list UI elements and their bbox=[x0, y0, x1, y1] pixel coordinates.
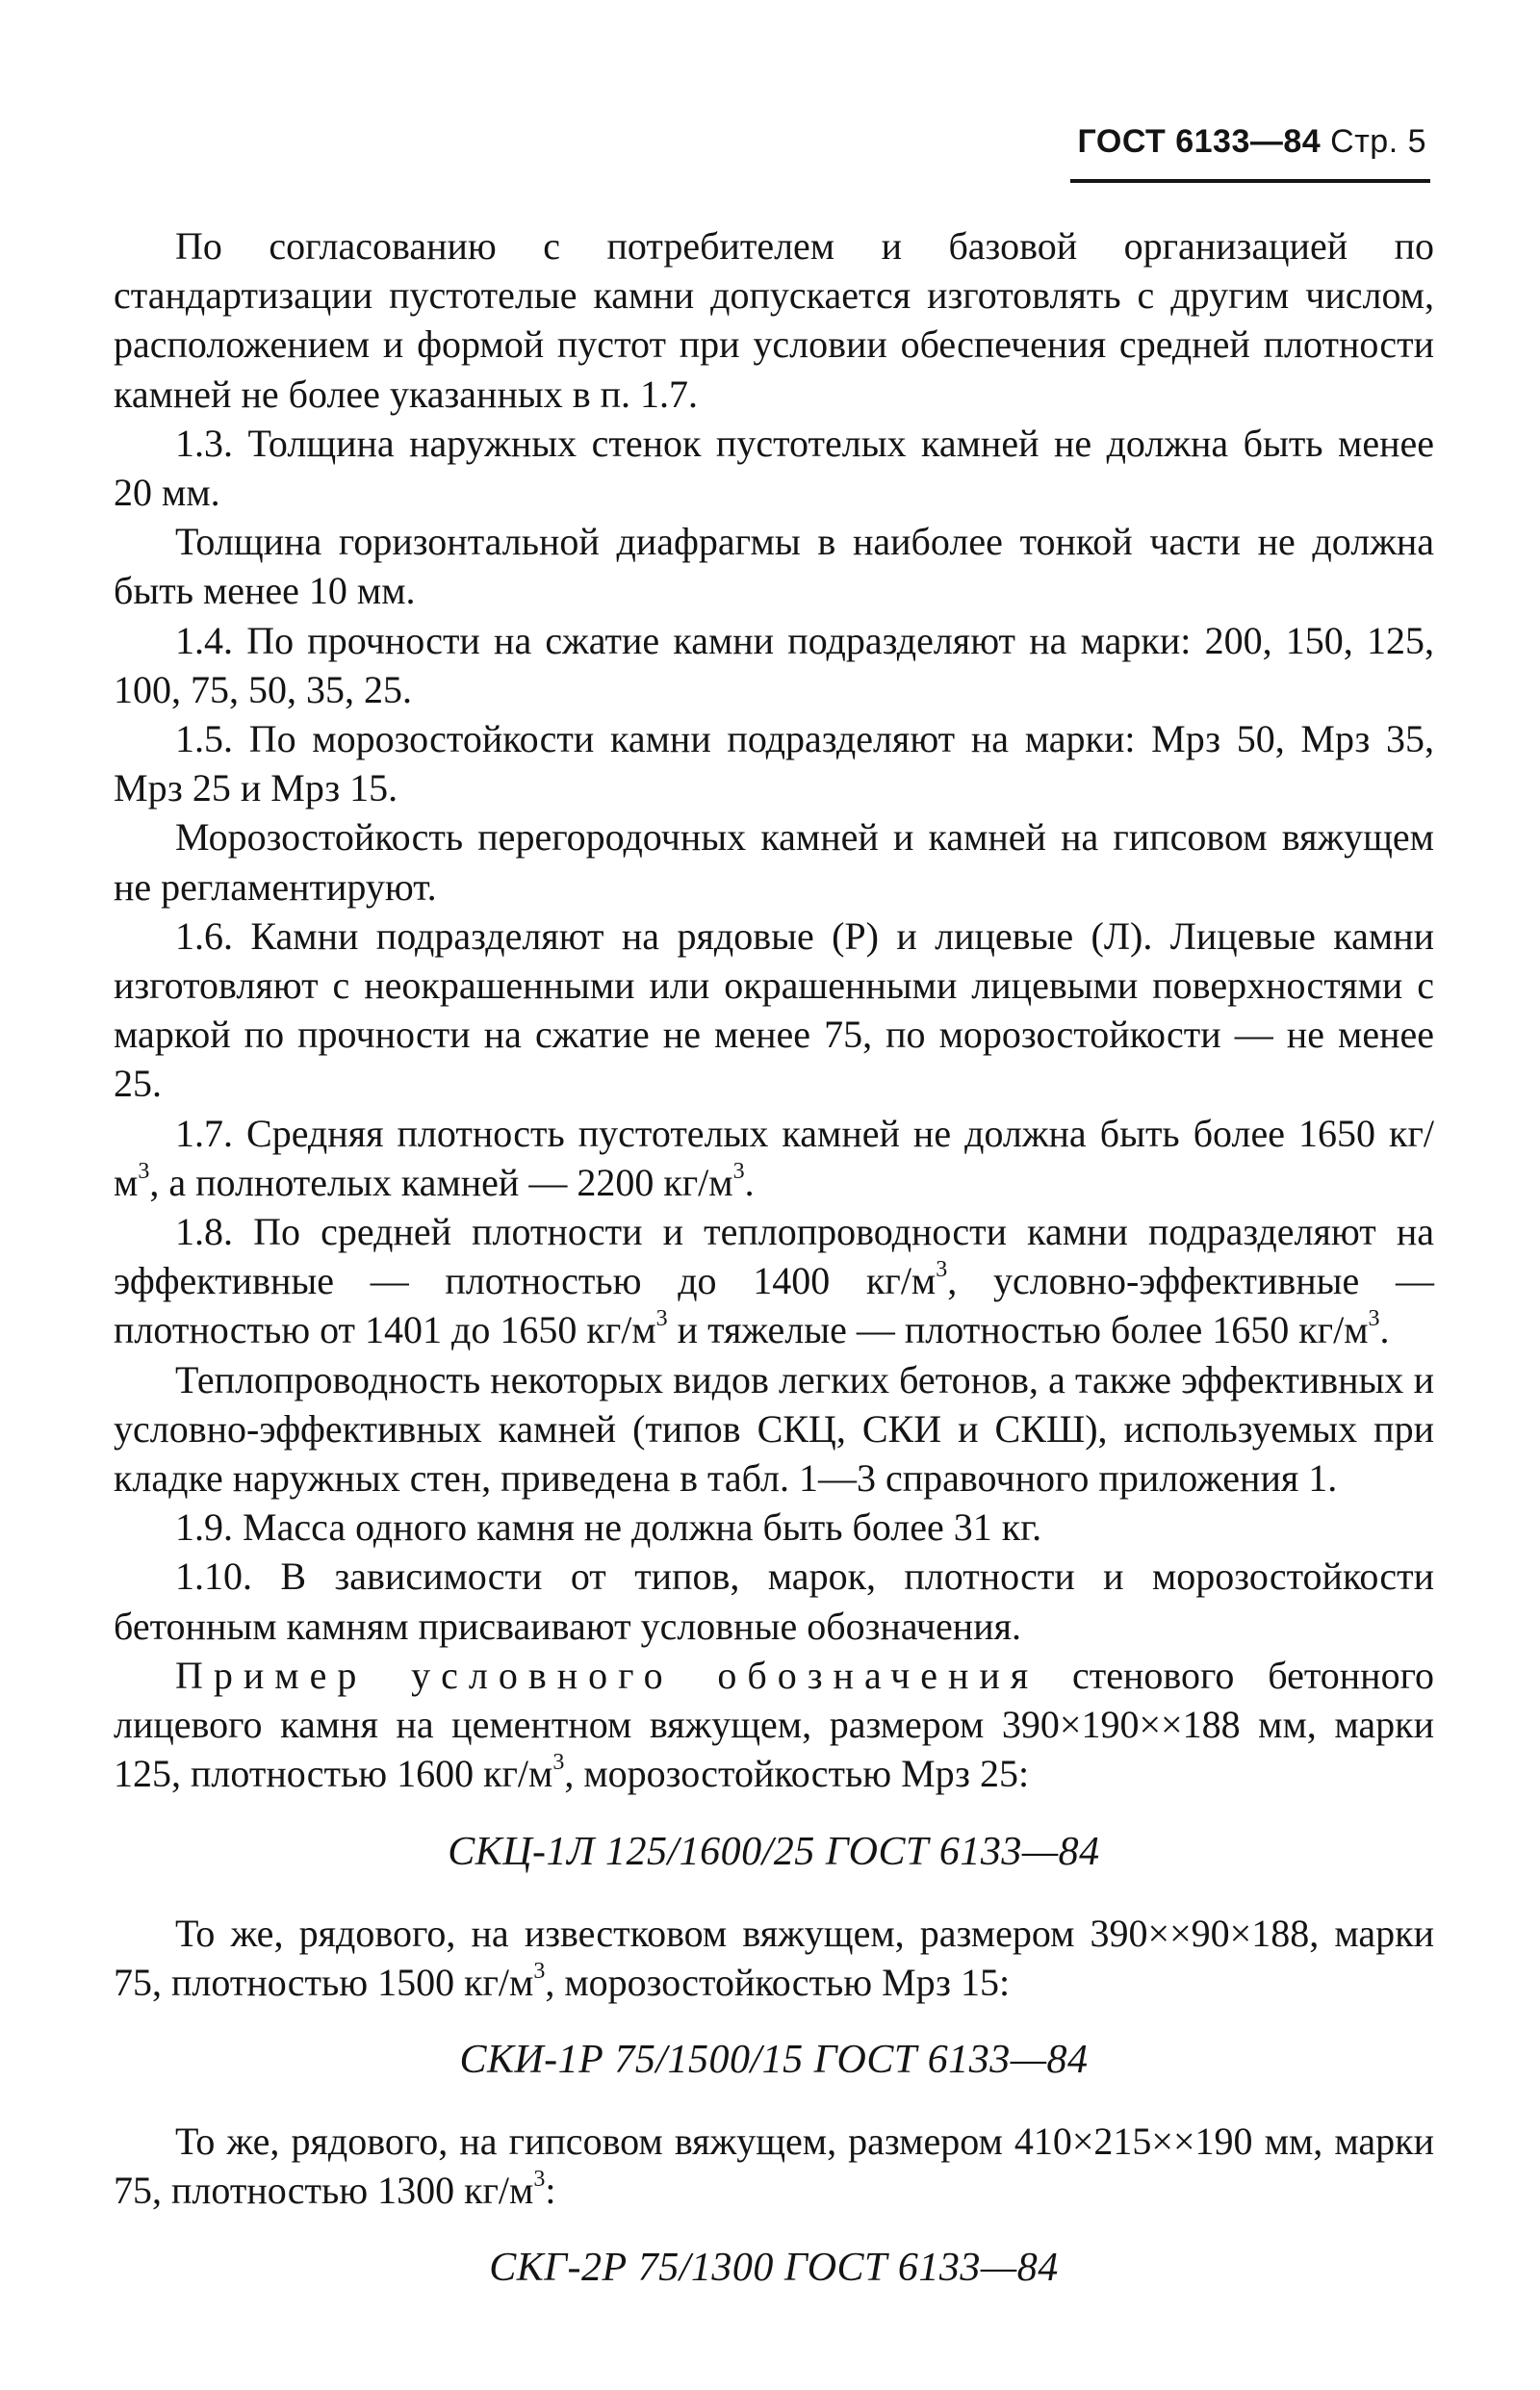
paragraph-example-1 bbox=[114, 1651, 1434, 1799]
formula-designation-1: СКЦ-1Л 125/1600/25 ГОСТ 6133—84 bbox=[448, 1829, 1100, 1874]
text-run: 1.7. Средняя плотность пустотелых камней не должна быть более 1650 кг/м bbox=[114, 1111, 1434, 1204]
standard-number: ГОСТ 6133—84 bbox=[1077, 123, 1322, 160]
superscript: 3 bbox=[655, 1306, 668, 1332]
superscript: 3 bbox=[1368, 1306, 1380, 1332]
paragraph-1-4: 1.4. По прочности на сжатие камни подразделяют на марки: 200, 150, 125, 100, 75, 50, 35, 25. bbox=[114, 618, 1434, 711]
paragraph-1-3: 1.3. Толщина наружных стенок пустотелых камней не должна быть менее 20 мм. bbox=[114, 421, 1434, 515]
paragraph-1-5: 1.5. По морозостойкости камни подразделяют на марки: Мрз 50, Мрз 35, Мрз 25 и Мрз 15. bbox=[114, 717, 1434, 810]
paragraph-1-3-diaphragm: Толщина горизонтальной диафрагмы в наиболее тонкой части не должна быть менее 10 мм. bbox=[114, 520, 1434, 613]
text-run: , морозостойкостью Мрз 15: bbox=[545, 1960, 1011, 2004]
formula-designation-3: СКГ-2Р 75/1300 ГОСТ 6133—84 bbox=[489, 2246, 1059, 2291]
text-run: , а полнотелых камней — 2200 кг/м bbox=[149, 1160, 733, 1204]
paragraph-1-10: 1.10. В зависимости от типов, марок, плотности и морозостойкости бетонным камням присваивают условные обозначения. bbox=[114, 1555, 1434, 1648]
superscript: 3 bbox=[138, 1158, 150, 1184]
superscript: 3 bbox=[552, 1750, 565, 1776]
paragraph-1-8-thermal: Теплопроводность некоторых видов легких бетонов, а также эффективных и условно-эффективных камней (типов СКЦ, СКИ и СКШ), используемых при кладке наружных стен, приведена в табл. 1—3 справочного приложения 1. bbox=[114, 1357, 1434, 1501]
paragraph-intro: По согласованию с потребителем и базовой организацией по стандартизации пустотелые камни допускается изготовлять с другим числом, расположением и формой пустот при условии обеспечения средней плотности камней не более указанных в п. 1.7. bbox=[114, 224, 1434, 416]
text-run: 1.8. По средней плотности и теплопроводности камни подразделяют на эффективные — плотностью до 1400 кг/м bbox=[114, 1210, 1434, 1303]
text-run: стенового бетонного лицевого камня на цементном вяжущем, размером 390×190××188 мм, марки 125, плотностью 1600 кг/м bbox=[114, 1653, 1434, 1796]
paragraph-example-2 bbox=[114, 1909, 1434, 2007]
spaced-heading: Пример условного обозначения bbox=[175, 1653, 1040, 1697]
paragraph-1-5-partition: Морозостойкость перегородочных камней и камней на гипсовом вяжущем не регламентируют. bbox=[114, 815, 1434, 909]
text-run: , морозостойкостью Мрз 25: bbox=[564, 1752, 1030, 1796]
text-run: . bbox=[744, 1160, 755, 1204]
paragraph-1-6: 1.6. Камни подразделяют на рядовые (Р) и лицевые (Л). Лицевые камни изготовляют с неокрашенными или окрашенными лицевыми поверхностями с маркой по прочности на сжатие не менее 75, по морозостойкости — не менее 25. bbox=[114, 913, 1434, 1106]
paragraph-1-8 bbox=[114, 1207, 1434, 1355]
formula-designation-2: СКИ-1Р 75/1500/15 ГОСТ 6133—84 bbox=[459, 2037, 1089, 2082]
paragraph-1-7 bbox=[114, 1109, 1434, 1207]
paragraph-1-9: 1.9. Масса одного камня не должна быть более 31 кг. bbox=[175, 1505, 1042, 1550]
header-rule bbox=[1070, 179, 1430, 183]
superscript: 3 bbox=[533, 1958, 546, 1984]
text-run: : bbox=[545, 2169, 556, 2213]
text-run: и тяжелые — плотностью более 1650 кг/м bbox=[667, 1308, 1369, 1352]
document-body bbox=[114, 221, 1434, 2325]
text-run: То же, рядового, на гипсовом вяжущем, размером 410×215××190 мм, марки 75, плотностью 1300 кг/м bbox=[114, 2119, 1434, 2213]
page-number: Стр. 5 bbox=[1330, 123, 1426, 160]
text-run: , условно-эффективные — плотностью от 1401 до 1650 кг/м bbox=[114, 1259, 1434, 1352]
text-run: . bbox=[1379, 1308, 1390, 1352]
superscript: 3 bbox=[732, 1158, 745, 1184]
text-run: То же, рядового, на известковом вяжущем, размером 390××90×188, марки 75, плотностью 1500 кг/м bbox=[114, 1911, 1434, 2004]
superscript: 3 bbox=[936, 1257, 948, 1283]
paragraph-example-3 bbox=[114, 2117, 1434, 2215]
superscript: 3 bbox=[533, 2167, 546, 2193]
page-header bbox=[1078, 123, 1426, 161]
